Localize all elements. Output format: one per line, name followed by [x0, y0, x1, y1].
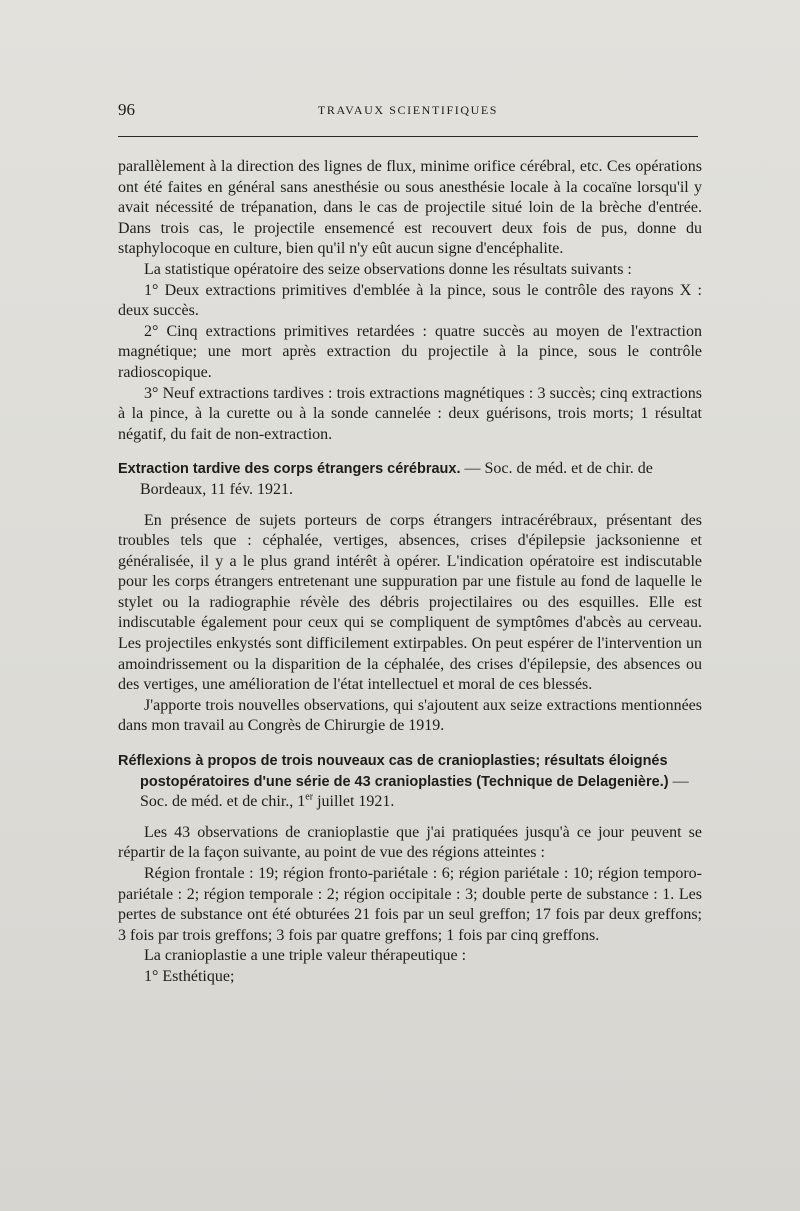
- page-number: 96: [118, 100, 135, 119]
- page-header: [118, 100, 698, 124]
- section-heading: [118, 459, 702, 500]
- section-source: — Soc. de méd. et de chir., 1: [140, 772, 689, 811]
- body-text: [118, 157, 702, 988]
- paragraph: Les 43 observations de cranioplastie que j'ai pratiquées jusqu'à ce jour peuvent se répartir de la façon suivante, au point de vue des régions atteintes :: [118, 823, 702, 862]
- list-item: 3° Neuf extractions tardives : trois extractions magnétiques : 3 succès; cinq extractions à la pince, à la curette ou à la sonde cannelée : deux guérisons, trois morts; 1 résultat négatif, du fait de non-extraction.: [118, 384, 702, 443]
- section-source: — Soc. de méd. et de chir. de Bordeaux, 11 fév. 1921.: [140, 460, 653, 498]
- section-source-date: juillet 1921.: [313, 793, 395, 811]
- paragraph: La cranioplastie a une triple valeur thérapeutique :: [144, 947, 467, 965]
- list-item: 1° Deux extractions primitives d'emblée à la pince, sous le contrôle des rayons X : deux succès.: [118, 281, 702, 320]
- paragraph: parallèlement à la direction des lignes de flux, minime orifice cérébral, etc. Ces opérations ont été faites en général sans anesthésie ou sous anesthésie locale à la cocaïne lorsqu'il y avait nécessité de trépanation, dans le cas de projectile situé loin de la brèche d'entrée. Dans trois cas, le projectile ensemencé est recouvert deux fois de pus, donne du staphylocoque en culture, bien qu'il n'y eût aucun signe d'encéphalite.: [118, 158, 702, 258]
- paragraph: Région frontale : 19; région fronto-pariétale : 6; région pariétale : 10; région temporo-pariétale : 2; région temporale : 2; région occipitale : 3; double perte de substance : 1. Les pertes de substance ont été obturées 21 fois par un seul greffon; 17 fois par deux greffons; 3 fois par trois greffons; 3 fois par quatre greffons; 1 fois par cinq greffons.: [118, 865, 702, 944]
- paragraph: J'apporte trois nouvelles observations, qui s'ajoutent aux seize extractions mentionnées dans mon travail au Congrès de Chirurgie de 1919.: [118, 696, 702, 735]
- running-title: TRAVAUX SCIENTIFIQUES: [317, 103, 499, 117]
- header-rule: [118, 136, 698, 137]
- list-item: 1° Esthétique;: [144, 967, 235, 985]
- section-heading: [118, 751, 702, 813]
- list-item: 2° Cinq extractions primitives retardées : quatre succès au moyen de l'extraction magnétique; une mort après extraction du projectile à la pince, sous le contrôle radioscopique.: [118, 322, 702, 381]
- section-title: Extraction tardive des corps étrangers cérébraux.: [118, 461, 461, 478]
- paragraph: En présence de sujets porteurs de corps étrangers intracérébraux, présentant des troubles tels que : céphalée, vertiges, absences, crises d'épilepsie jacksonienne et généralisée, il y a le plus grand intérêt à opérer. L'indication opératoire est indiscutable pour les corps étrangers entretenant une suppuration par une fistule au fond de laquelle le stylet ou la radiographie révèle des débris projectilaires ou des esquilles. Elle est indiscutable également pour ceux qui se compliquent de symptômes d'abcès au cerveau. Les projectiles enkystés sont difficilement extirpables. On peut espérer de l'intervention un amoindrissement ou la disparition de la céphalée, des crises d'épilepsie, des absences ou des vertiges, une amélioration de l'état intellectuel et moral de ces blessés.: [118, 511, 702, 694]
- ordinal-suffix: er: [305, 791, 314, 803]
- paragraph: La statistique opératoire des seize observations donne les résultats suivants :: [144, 260, 632, 278]
- section-title: Réflexions à propos de trois nouveaux cas de cranioplasties; résultats éloignés postopératoires d'une série de 43 cranioplasties (Technique de Delagenière.): [118, 753, 669, 790]
